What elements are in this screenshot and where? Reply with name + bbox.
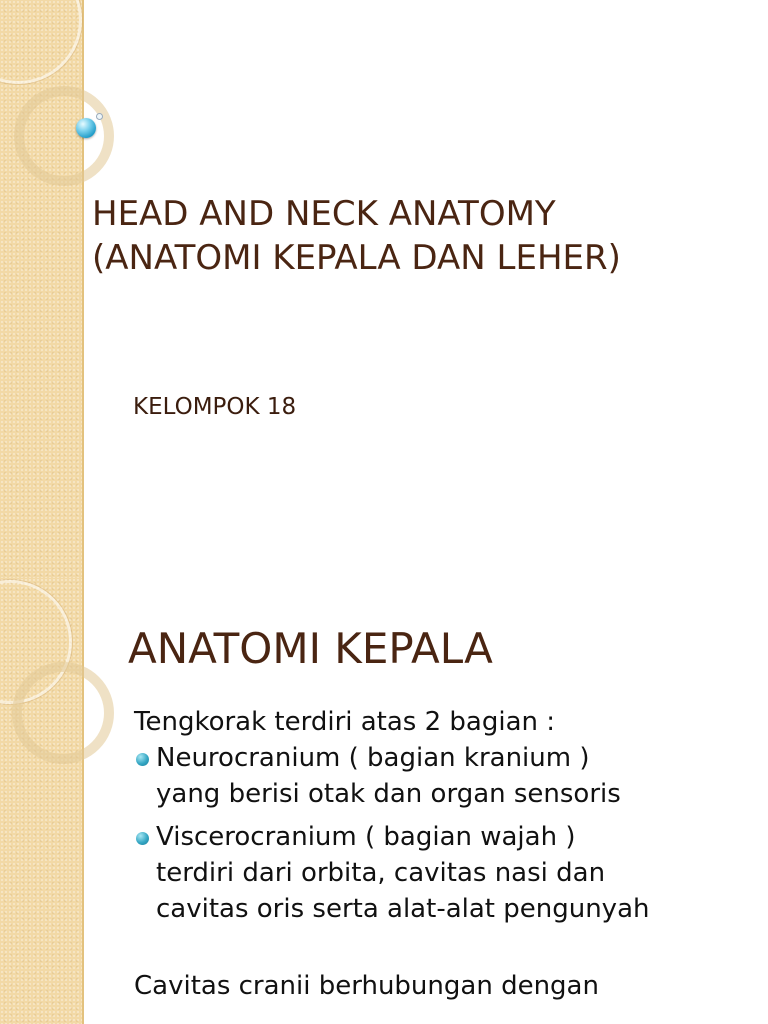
bullet-line: Neurocranium ( bagian kranium )	[156, 743, 590, 773]
decorative-sidebar	[0, 578, 84, 1024]
small-circle-icon	[96, 113, 103, 120]
blue-sphere-icon	[76, 118, 96, 138]
decorative-ring-icon	[12, 662, 114, 764]
title-line: (ANATOMI KEPALA DAN LEHER)	[92, 238, 621, 278]
slide-subtitle: KELOMPOK 18	[133, 394, 297, 420]
bullet-line: terdiri dari orbita, cavitas nasi dan	[156, 858, 606, 888]
list-item	[134, 819, 754, 927]
slide-heading: ANATOMI KEPALA	[128, 624, 493, 673]
spacer	[134, 934, 754, 968]
decorative-ring-icon	[0, 0, 82, 84]
bullet-dot-icon	[136, 753, 149, 766]
bullet-list	[134, 740, 754, 927]
bullet-line: Viscerocranium ( bagian wajah )	[156, 822, 576, 852]
bullet-line: yang berisi otak dan organ sensoris	[156, 779, 621, 809]
content-slide	[0, 578, 768, 1024]
slide-title	[92, 192, 752, 280]
slide-body	[134, 704, 754, 1004]
decorative-ring-icon	[14, 86, 114, 186]
decorative-sidebar	[0, 0, 84, 578]
list-item	[134, 740, 754, 812]
outro-text: Cavitas cranii berhubungan dengan	[134, 971, 599, 1001]
intro-text: Tengkorak terdiri atas 2 bagian :	[134, 707, 556, 737]
bullet-dot-icon	[136, 832, 149, 845]
bullet-line: cavitas oris serta alat-alat pengunyah	[156, 894, 650, 924]
title-line: HEAD AND NECK ANATOMY	[92, 194, 556, 234]
